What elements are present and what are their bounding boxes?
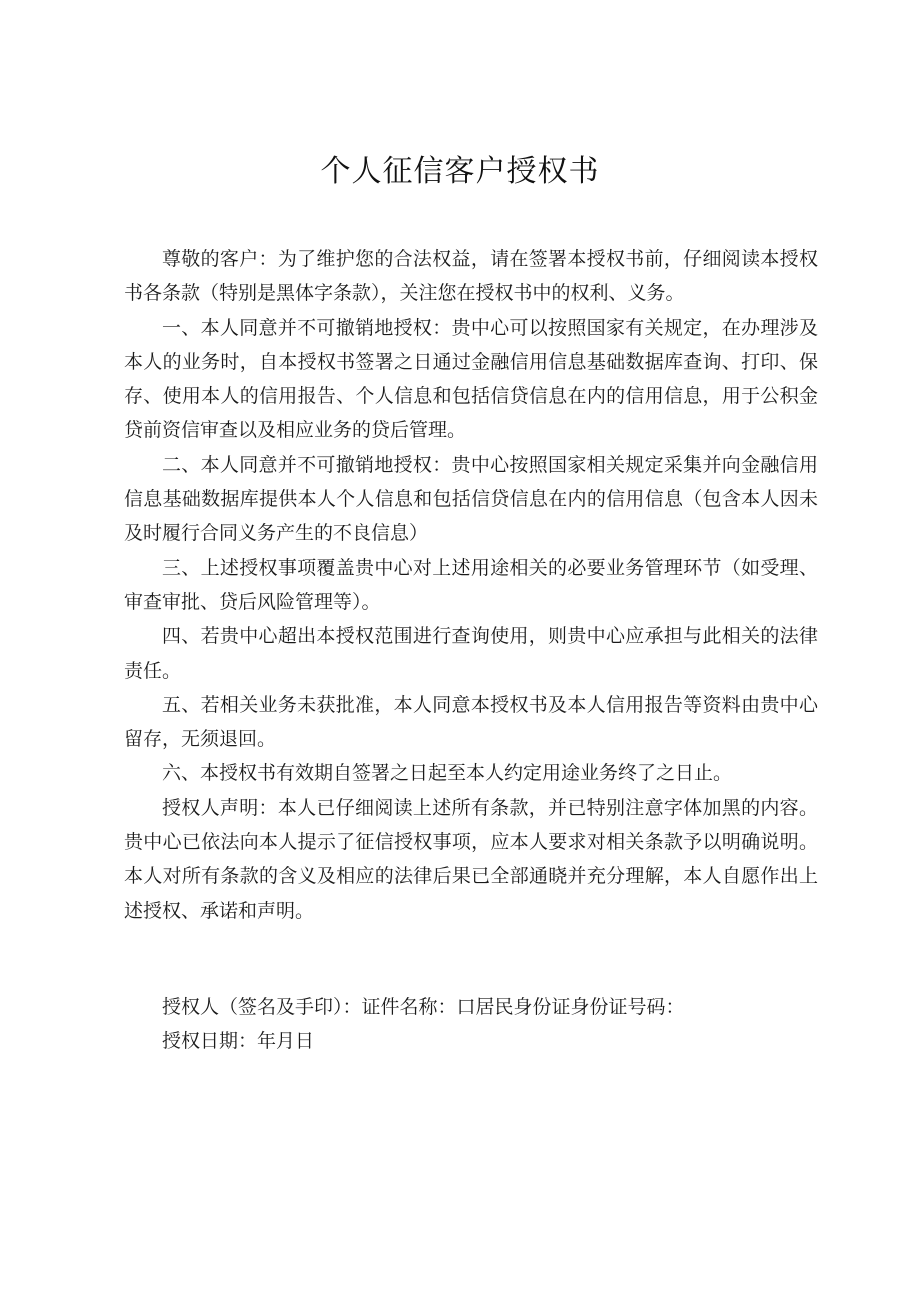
paragraph-declaration: 授权人声明：本人已仔细阅读上述所有条款，并已特别注意字体加黑的内容。贵中心已依法向本人提示了征信授权事项，应本人要求对相关条款予以明确说明。本人对所有条款的含义及相应的法律后果已全部通晓并充分理解，本人自愿作出上述授权、承诺和声明。 (124, 796, 818, 922)
signature-block (124, 990, 818, 1058)
paragraph-clause-3: 三、上述授权事项覆盖贵中心对上述用途相关的必要业务管理环节（如受理、审查审批、贷后风险管理等）。 (124, 556, 818, 613)
paragraph-clause-2: 二、本人同意并不可撤销地授权：贵中心按照国家相关规定采集并向金融信用信息基础数据库提供本人个人信息和包括信贷信息在内的信用信息（包含本人因未及时履行合同义务产生的不良信息） (124, 453, 818, 545)
signature-line: 授权人（签名及手印）：证件名称：口居民身份证身份证号码： (162, 996, 685, 1018)
paragraph-clause-4: 四、若贵中心超出本授权范围进行查询使用，则贵中心应承担与此相关的法律责任。 (124, 625, 818, 682)
document-body (124, 242, 818, 928)
paragraph-greeting: 尊敬的客户：为了维护您的合法权益，请在签署本授权书前，仔细阅读本授权书各条款（特别是黑体字条款），关注您在授权书中的权利、义务。 (124, 248, 818, 305)
document-title: 个人征信客户授权书 (320, 154, 600, 189)
date-line: 授权日期：年月日 (162, 1030, 315, 1052)
paragraph-clause-1: 一、本人同意并不可撤销地授权：贵中心可以按照国家有关规定，在办理涉及本人的业务时，自本授权书签署之日通过金融信用信息基础数据库查询、打印、保存、使用本人的信用报告、个人信息和包括信贷信息在内的信用信息，用于公积金贷前资信审查以及相应业务的贷后管理。 (124, 316, 818, 442)
paragraph-clause-6: 六、本授权书有效期自签署之日起至本人约定用途业务终了之日止。 (162, 762, 733, 785)
paragraph-clause-5: 五、若相关业务未获批准，本人同意本授权书及本人信用报告等资料由贵中心留存，无须退回。 (124, 693, 818, 751)
